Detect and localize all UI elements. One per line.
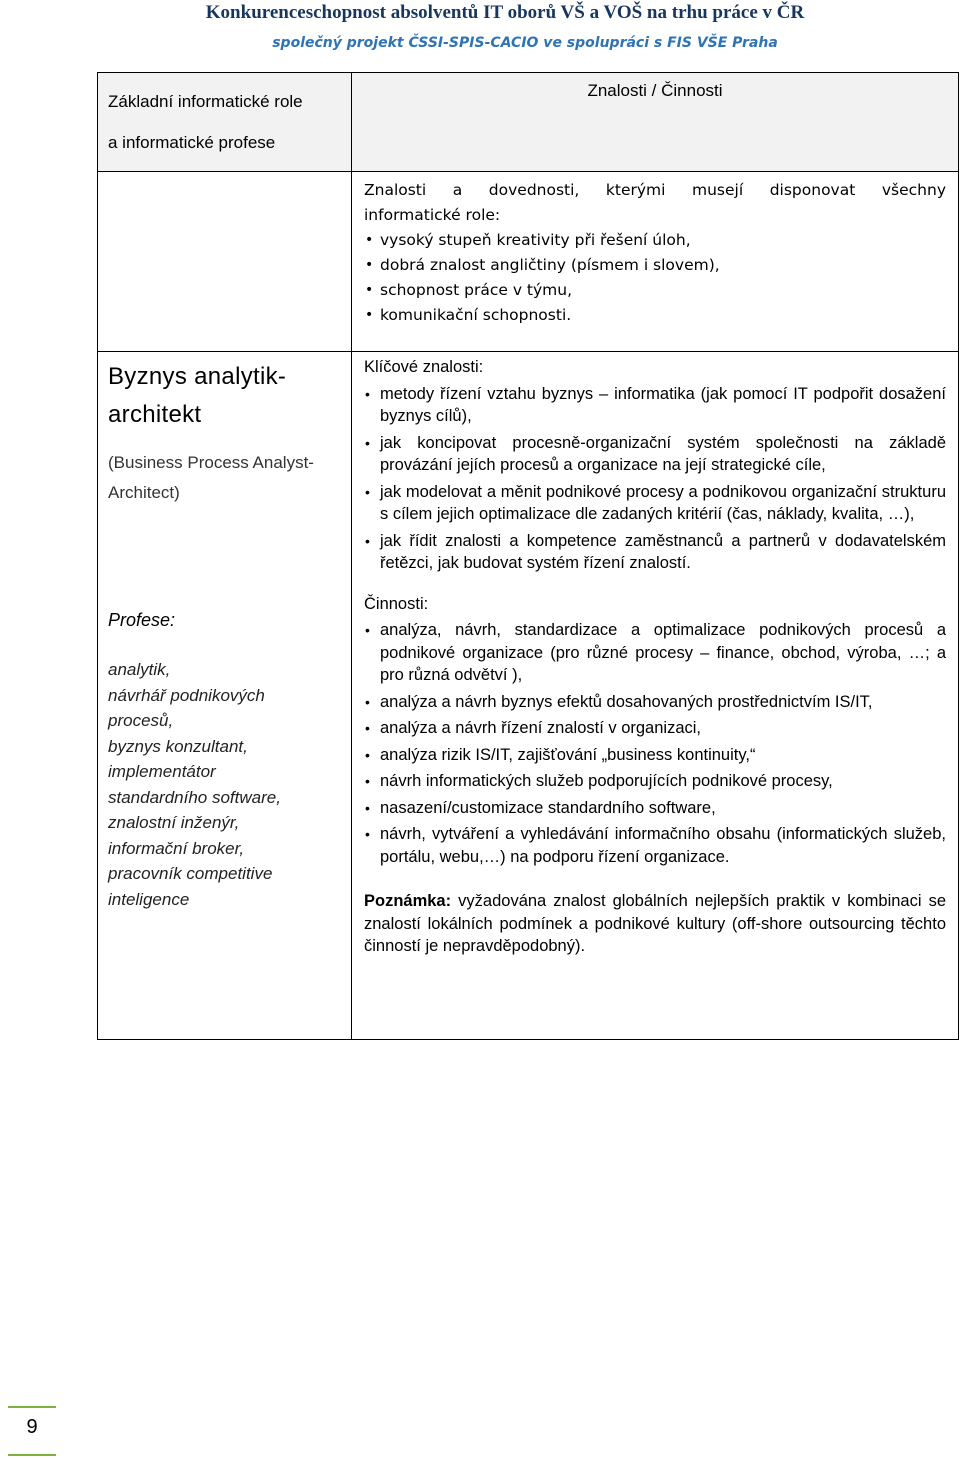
list-item: • analýza, návrh, standardizace a optimalizace podnikových procesů a podnikové organizace (pro různé procesy – finance, obchod, výroba, …; a pro různá odvětví ), xyxy=(364,619,946,687)
list-item: byznys konzultant, xyxy=(108,736,248,756)
list-item: znalostní inženýr, xyxy=(108,813,240,832)
role-knowledge-cell xyxy=(352,352,959,1040)
list-item: • návrh, vytváření a vyhledávání informačního obsahu (informatických služeb, portálu, webu,…) na podporu řízení organizace. xyxy=(364,823,946,868)
role-english-line1: (Business Process Analyst- xyxy=(108,453,314,472)
general-intro-line2: informatické role: xyxy=(364,206,501,224)
list-item: pracovník competitive xyxy=(108,864,273,883)
footer-rule-bottom xyxy=(8,1454,56,1456)
header-knowledge-label: Znalosti / Činnosti xyxy=(587,81,723,100)
list-item: • návrh informatických služeb podporujících podnikové procesy, xyxy=(364,770,946,793)
general-left-cell xyxy=(98,172,352,352)
role-title-line2: architekt xyxy=(108,401,202,428)
roles-table xyxy=(97,72,959,1040)
list-item: • vysoký stupeň kreativity při řešení úloh, xyxy=(364,228,946,253)
list-item: • metody řízení vztahu byznys – informatika (jak pomocí IT podpořit dosažení byznys cílů), xyxy=(364,383,946,428)
list-item: • nasazení/customizace standardního software, xyxy=(364,797,946,820)
page-number-box xyxy=(8,1406,56,1456)
key-knowledge-list xyxy=(364,383,946,575)
list-item: standardního software, xyxy=(108,787,281,807)
list-item: • jak koncipovat procesně-organizační systém společnosti na základě provázání jejích procesů a organizace na její strategické cíle, xyxy=(364,432,946,477)
note xyxy=(364,890,946,958)
activities-label: Činnosti: xyxy=(364,594,429,613)
list-item: • analýza a návrh řízení znalostí v organizaci, xyxy=(364,717,946,740)
header-roles-line2: a informatické profese xyxy=(108,133,276,152)
general-intro-line1: Znalosti a dovednosti, kterými musejí disponovat všechny xyxy=(364,181,946,199)
note-label: Poznámka: xyxy=(364,892,452,910)
general-row xyxy=(98,172,959,352)
general-skills-list xyxy=(364,228,946,328)
page-number: 9 xyxy=(26,1416,38,1438)
role-english-line2: Architect) xyxy=(108,483,180,502)
list-item: návrhář podnikových xyxy=(108,685,265,705)
role-title-line1: Byznys analytik- xyxy=(108,363,287,390)
list-item: • analýza rizik IS/IT, zajišťování „business kontinuity,“ xyxy=(364,744,946,767)
list-item: analytik, xyxy=(108,660,171,679)
list-item: • komunikační schopnosti. xyxy=(364,303,946,328)
list-item: • jak modelovat a měnit podnikové procesy a podnikovou organizační strukturu s cílem jejich optimalizace dle zadaných kritérií (čas, náklady, kvalita, …), xyxy=(364,481,946,526)
list-item: procesů, xyxy=(108,711,174,730)
note-text: vyžadována znalost globálních nejlepších praktik v kombinaci se znalostí lokálních podmínek a podnikové kultury (off-shore outsourcing těchto činností je nepravděpodobný). xyxy=(364,892,946,955)
activities-list xyxy=(364,619,946,868)
list-item: • dobrá znalost angličtiny (písmem i slovem), xyxy=(364,253,946,278)
table-header-row xyxy=(98,73,959,172)
role-title xyxy=(108,358,341,434)
role-cell xyxy=(98,352,352,1040)
list-item: implementátor xyxy=(108,762,216,781)
list-item: • analýza a návrh byznys efektů dosahovaných prostřednictvím IS/IT, xyxy=(364,691,946,714)
list-item: • schopnost práce v týmu, xyxy=(364,278,946,303)
header-roles-line1: Základní informatické role xyxy=(108,92,303,111)
role-row xyxy=(98,352,959,1040)
document-title: Konkurenceschopnost absolventů IT oborů VŠ a VOŠ na trhu práce v ČR xyxy=(205,2,805,23)
professions-list xyxy=(108,657,341,912)
document-subtitle: společný projekt ČSSI-SPIS-CACIO ve spolupráci s FIS VŠE Praha xyxy=(272,35,778,51)
list-item: • jak řídit znalosti a kompetence zaměstnanců a partnerů v dodavatelském řetězci, jak budovat systém řízení znalostí. xyxy=(364,530,946,575)
role-english-name xyxy=(108,448,341,508)
professions-label: Profese: xyxy=(108,610,176,630)
header-cell-roles xyxy=(98,73,352,172)
general-knowledge-cell xyxy=(352,172,959,352)
key-knowledge-label: Klíčové znalosti: xyxy=(364,358,484,376)
list-item: informační broker, xyxy=(108,838,245,858)
footer-rule-top xyxy=(8,1406,56,1408)
list-item: inteligence xyxy=(108,889,190,909)
header-cell-knowledge xyxy=(352,73,959,172)
